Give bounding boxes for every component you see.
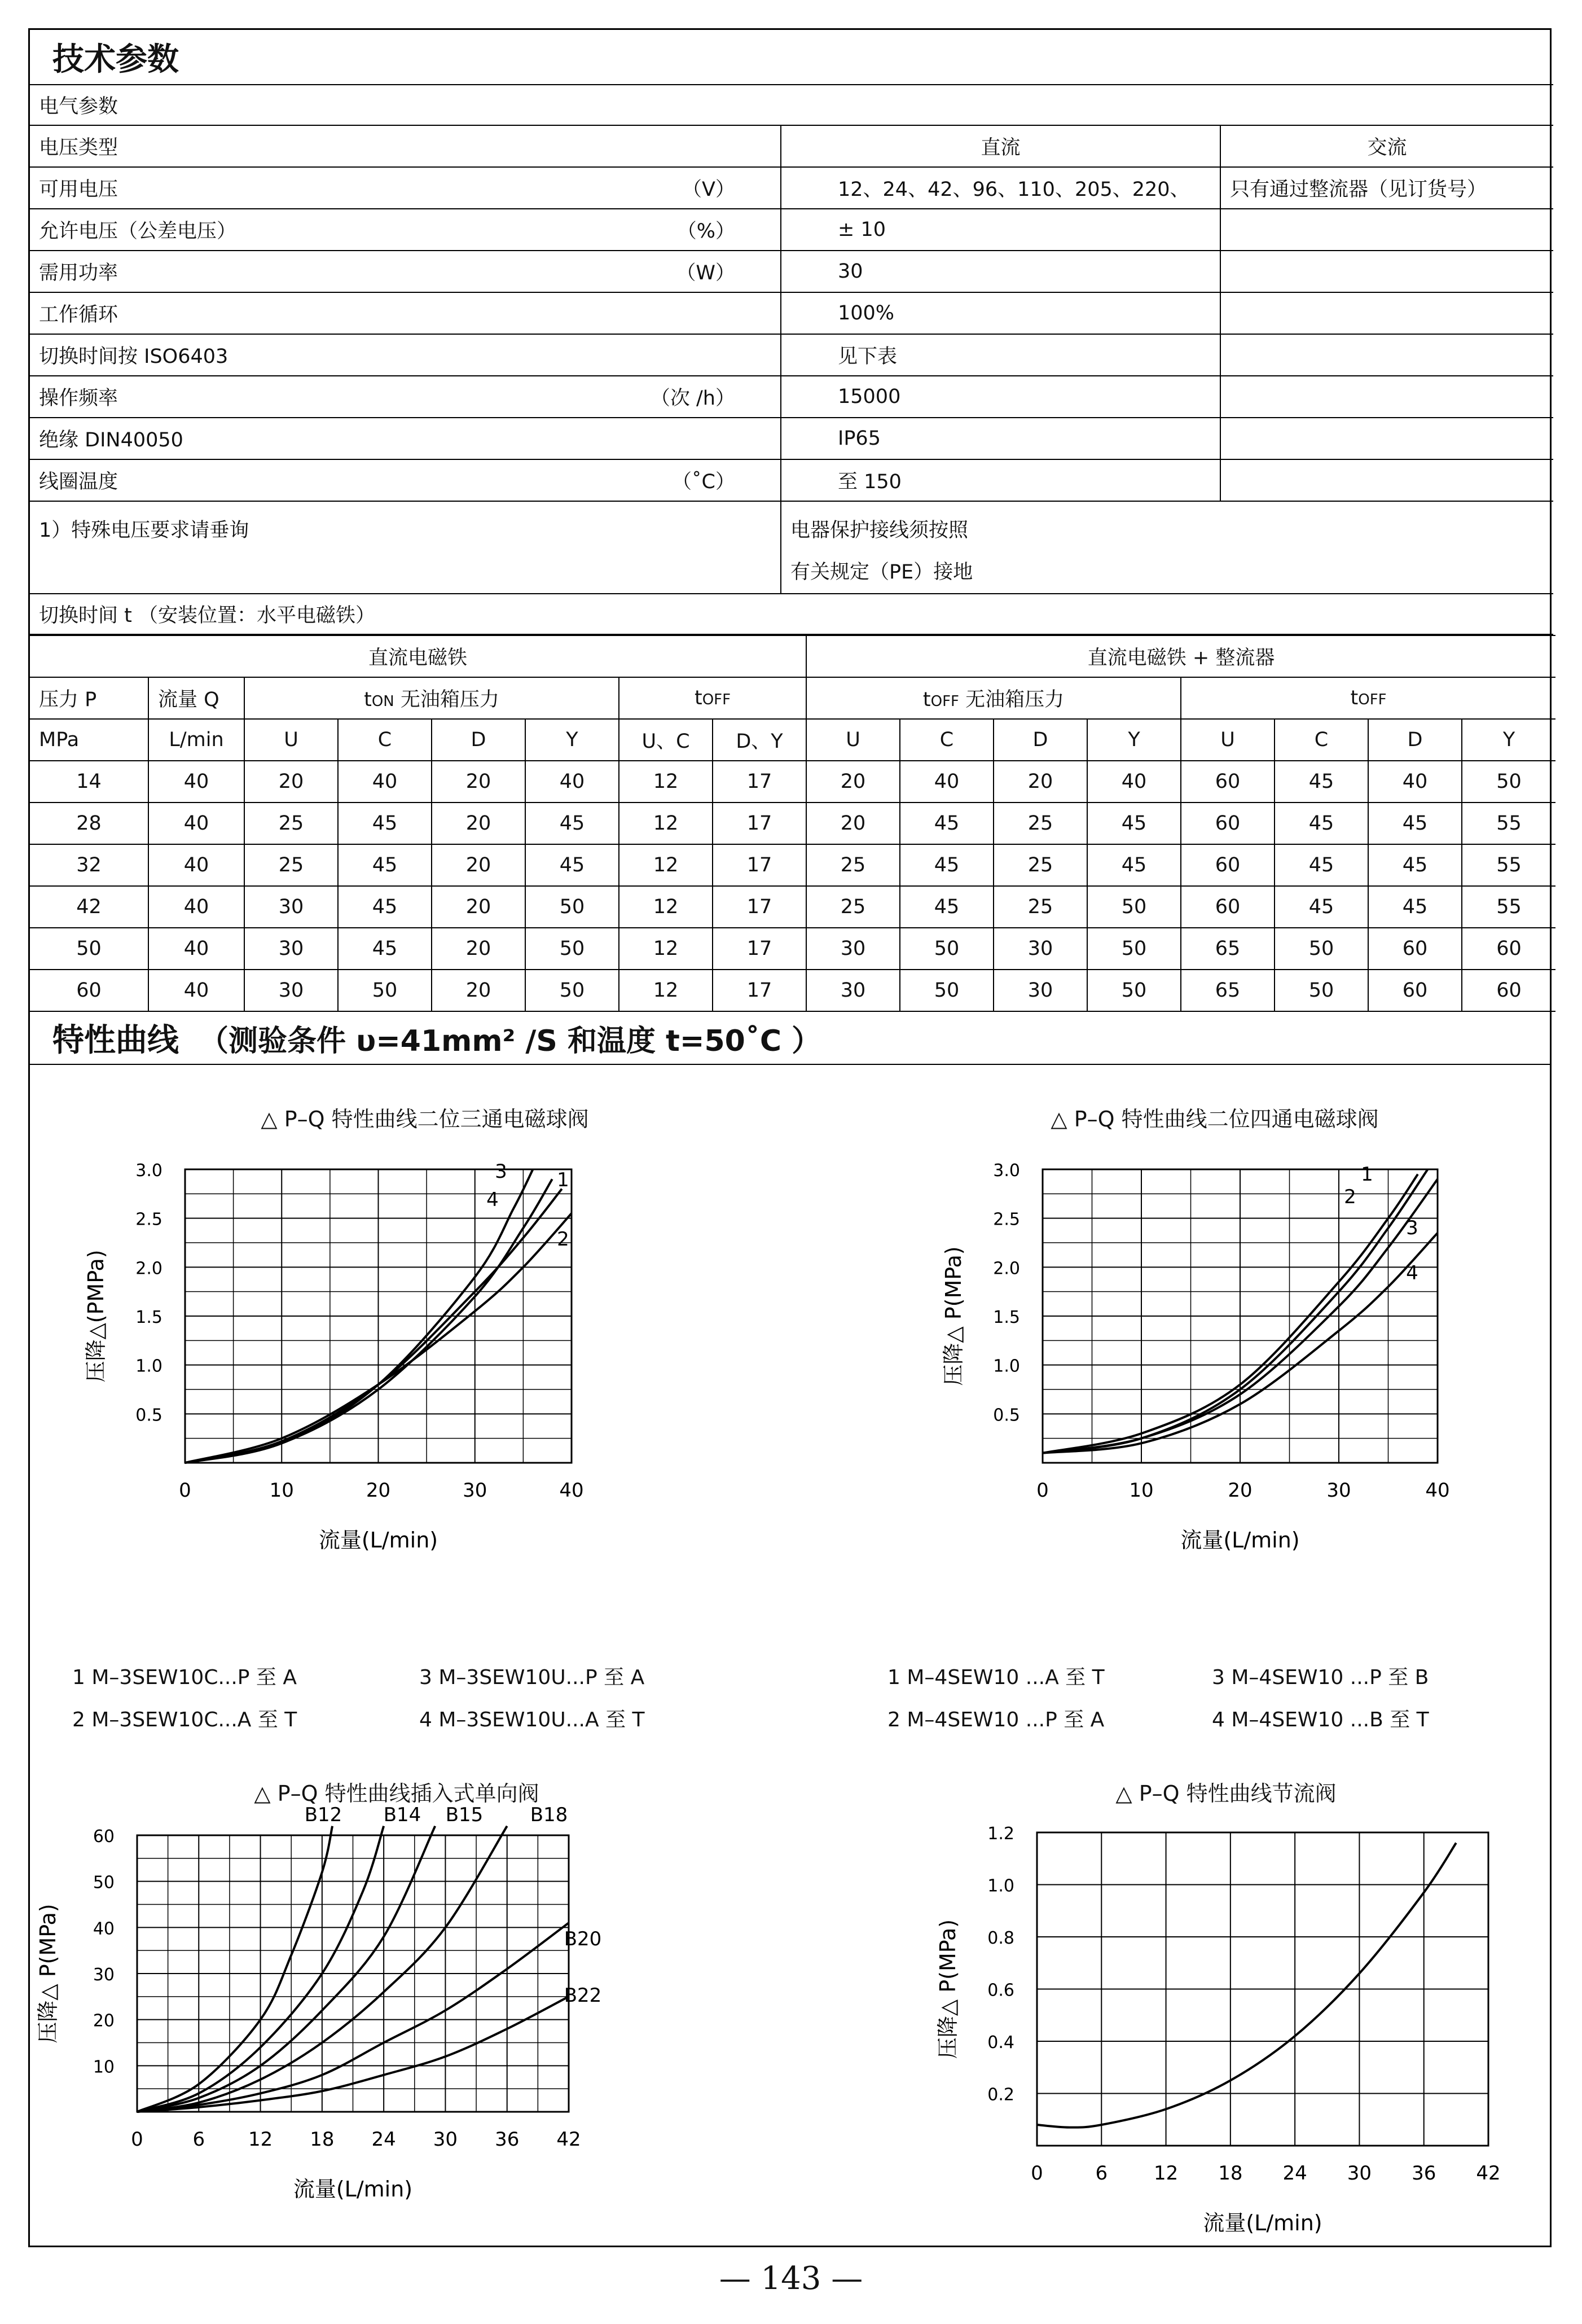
chart-3-y-tick-label: 30: [93, 1965, 115, 1985]
table-cell: 55: [1462, 886, 1555, 928]
table-cell: 20: [244, 761, 338, 803]
table-cell: 40: [1368, 761, 1462, 803]
table-cell: 17: [713, 886, 806, 928]
chart-3-series-label: B18: [530, 1804, 568, 1826]
table-cell: 65: [1181, 928, 1275, 970]
chart-1-x-tick-label: 0: [179, 1479, 191, 1502]
pressure-header: 压力 P: [30, 677, 148, 719]
table-cell: 40: [338, 761, 432, 803]
chart-2-series-line: [1043, 1169, 1428, 1453]
table-cell: 25: [244, 844, 338, 886]
chart-2-y-tick-label: 2.5: [993, 1209, 1020, 1230]
param-name: 需用功率: [39, 262, 118, 284]
chart-3-x-tick-label: 24: [371, 2128, 396, 2151]
column-label: Y: [1462, 719, 1555, 761]
electrical-spec-table: [30, 30, 1553, 635]
table-cell: 14: [30, 761, 148, 803]
table-row: [30, 886, 1555, 928]
chart-1-series-label: 2: [557, 1228, 569, 1251]
chart-4-series-line: [1037, 1843, 1456, 2128]
param-unit: （%）: [676, 220, 735, 243]
table-cell: 30: [806, 970, 900, 1011]
table-cell: 20: [432, 761, 525, 803]
table-cell: 12: [619, 970, 713, 1011]
switching-section-label: 切换时间 t （安装位置：水平电磁铁）: [30, 594, 1553, 634]
chart-4-x-axis-label: 流量(L/min): [1203, 2211, 1322, 2235]
table-cell: 25: [994, 886, 1087, 928]
chart-3-x-tick-label: 18: [310, 2128, 335, 2151]
table-cell: 25: [994, 803, 1087, 844]
chart-4-y-tick-label: 0.8: [987, 1928, 1014, 1948]
curves-title: 特性曲线: [52, 1022, 179, 1059]
table-cell: 50: [525, 886, 619, 928]
table-cell: 55: [1462, 844, 1555, 886]
table-cell: 40: [900, 761, 994, 803]
chart-3-y-axis-label: 压降△ P(MPa): [36, 1904, 60, 2044]
electrical-row: [30, 459, 1553, 501]
table-row: [30, 928, 1555, 970]
param-name-cell: [30, 418, 781, 459]
toff-header-3: tOFF: [1181, 677, 1555, 719]
table-cell: 30: [994, 928, 1087, 970]
chart-3-y-tick-label: 50: [93, 1873, 115, 1893]
param-name-cell: [30, 376, 781, 418]
param-name: 线圈温度: [39, 471, 118, 493]
table-cell: 50: [900, 928, 994, 970]
table-cell: 50: [1275, 928, 1368, 970]
table-row: [30, 844, 1555, 886]
column-label: U、C: [619, 719, 713, 761]
electrical-section-label: 电气参数: [30, 85, 1553, 125]
table-cell: 30: [806, 928, 900, 970]
table-cell: 60: [1181, 886, 1275, 928]
table-cell: 12: [619, 928, 713, 970]
column-label: D: [994, 719, 1087, 761]
table-cell: 45: [338, 844, 432, 886]
chart-1-y-axis-label: 压降△(PMPa): [84, 1249, 108, 1383]
chart-4-y-tick-label: 1.0: [987, 1876, 1014, 1896]
param-name: 绝缘 DIN40050: [39, 429, 183, 451]
table-cell: 30: [244, 928, 338, 970]
chart-4-x-tick-label: 36: [1412, 2162, 1436, 2185]
table-cell: 60: [1181, 761, 1275, 803]
table-cell: 45: [1368, 886, 1462, 928]
table-cell: 50: [30, 928, 148, 970]
table-cell: 40: [148, 886, 244, 928]
chart-2-x-tick-label: 30: [1326, 1479, 1351, 1502]
table-cell: 17: [713, 844, 806, 886]
charts-area: [30, 1065, 1550, 2256]
dc-rectifier-group: 直流电磁铁 + 整流器: [806, 635, 1555, 677]
table-cell: 25: [806, 886, 900, 928]
dc-value: 15000: [781, 376, 1220, 418]
chart-3-y-tick-label: 40: [93, 1919, 115, 1939]
column-label: C: [1275, 719, 1368, 761]
table-cell: 45: [1087, 844, 1181, 886]
table-cell: 45: [1275, 886, 1368, 928]
electrical-row: [30, 376, 1553, 418]
table-cell: 60: [1181, 844, 1275, 886]
table-cell: 45: [900, 803, 994, 844]
table-cell: 60: [30, 970, 148, 1011]
column-label: Y: [1087, 719, 1181, 761]
table-row: [30, 761, 1555, 803]
chart-4-y-tick-label: 0.4: [987, 2033, 1014, 2053]
legend-2-item-2: 2 M–4SEW10 ...P 至 A: [887, 1708, 1105, 1731]
table-cell: 12: [619, 886, 713, 928]
param-name: 允许电压（公差电压）: [39, 220, 237, 243]
table-cell: 60: [1462, 928, 1555, 970]
table-cell: 40: [148, 928, 244, 970]
grounding-note-line-2: 有关规定（PE）接地: [790, 561, 973, 584]
chart-4-title: △ P–Q 特性曲线节流阀: [1115, 1781, 1337, 1806]
param-unit: （V）: [682, 178, 735, 201]
chart-1-series-line: [185, 1179, 552, 1463]
table-cell: 20: [432, 803, 525, 844]
chart-1-y-tick-label: 1.5: [135, 1308, 162, 1327]
table-cell: 40: [148, 970, 244, 1011]
table-cell: 17: [713, 928, 806, 970]
table-cell: 30: [994, 970, 1087, 1011]
chart-2-series-label: 2: [1344, 1186, 1356, 1208]
chart-1-y-tick-label: 3.0: [135, 1161, 162, 1181]
curves-header: [30, 1012, 1550, 1065]
table-cell: 30: [244, 886, 338, 928]
legend-2-item-4: 4 M–4SEW10 ...B 至 T: [1212, 1708, 1429, 1731]
chart-1-series-label: 3: [495, 1160, 507, 1183]
table-cell: 45: [338, 803, 432, 844]
pressure-unit: MPa: [30, 719, 148, 761]
table-cell: 20: [432, 970, 525, 1011]
chart-4-x-tick-label: 18: [1218, 2162, 1243, 2185]
column-label: C: [900, 719, 994, 761]
chart-4-y-tick-label: 1.2: [987, 1824, 1014, 1844]
chart-1-x-tick-label: 40: [559, 1479, 584, 1502]
table-cell: 45: [1275, 761, 1368, 803]
legend-1-item-2: 2 M–3SEW10C...A 至 T: [72, 1708, 297, 1731]
table-cell: 17: [713, 970, 806, 1011]
ac-value: [1220, 292, 1553, 334]
table-cell: 50: [525, 928, 619, 970]
table-cell: 12: [619, 844, 713, 886]
table-cell: 17: [713, 803, 806, 844]
toff-header-2: tOFF 无油箱压力: [806, 677, 1181, 719]
chart-1-y-tick-label: 0.5: [135, 1405, 162, 1426]
chart-3-x-tick-label: 42: [556, 2128, 581, 2151]
grounding-note-line-1: 电器保护接线须按照: [790, 519, 969, 542]
table-cell: 45: [525, 844, 619, 886]
chart-3-x-tick-label: 6: [192, 2128, 205, 2151]
table-cell: 45: [338, 886, 432, 928]
dc-header: 直流: [781, 125, 1220, 167]
test-condition: （测验条件 υ=41mm² /S 和温度 t=50˚C ）: [199, 1024, 821, 1058]
table-cell: 50: [900, 970, 994, 1011]
table-cell: 55: [1462, 803, 1555, 844]
param-name: 工作循环: [39, 304, 118, 326]
table-cell: 32: [30, 844, 148, 886]
chart-3-x-tick-label: 30: [433, 2128, 458, 2151]
table-cell: 42: [30, 886, 148, 928]
table-cell: 50: [1275, 970, 1368, 1011]
page-title: 技术参数: [30, 30, 1553, 85]
chart-4-x-tick-label: 12: [1153, 2162, 1179, 2185]
chart-4-x-tick-label: 42: [1476, 2162, 1501, 2185]
table-cell: 45: [1368, 844, 1462, 886]
column-label: D: [432, 719, 525, 761]
charts-svg: [30, 1065, 1550, 2256]
legend-2-item-3: 3 M–4SEW10 ...P 至 B: [1212, 1666, 1429, 1689]
toff-header-1: tOFF: [619, 677, 806, 719]
table-cell: 20: [994, 761, 1087, 803]
voltage-type-header: 电压类型: [30, 125, 781, 167]
ac-value: 只有通过整流器（见订货号）: [1220, 167, 1553, 209]
table-cell: 20: [432, 928, 525, 970]
dc-value: 见下表: [781, 334, 1220, 376]
table-cell: 60: [1368, 970, 1462, 1011]
chart-1-series-label: 4: [486, 1189, 499, 1211]
table-cell: 50: [1087, 928, 1181, 970]
chart-1-y-tick-label: 1.0: [135, 1356, 162, 1376]
chart-2-series-line: [1043, 1174, 1418, 1453]
table-cell: 50: [1087, 970, 1181, 1011]
table-cell: 17: [713, 761, 806, 803]
ac-value: [1220, 334, 1553, 376]
legend-1-item-3: 3 M–3SEW10U...P 至 A: [419, 1666, 645, 1689]
table-cell: 25: [994, 844, 1087, 886]
chart-3-x-tick-label: 0: [131, 2128, 143, 2151]
chart-4-y-tick-label: 0.6: [987, 1980, 1014, 2001]
legend-1-item-1: 1 M–3SEW10C...P 至 A: [72, 1666, 297, 1689]
table-cell: 20: [432, 844, 525, 886]
chart-2-x-tick-label: 20: [1228, 1479, 1253, 1502]
chart-2-y-tick-label: 1.5: [993, 1308, 1020, 1327]
param-name-cell: [30, 334, 781, 376]
table-cell: 45: [900, 844, 994, 886]
column-label: U: [806, 719, 900, 761]
chart-2-title: △ P–Q 特性曲线二位四通电磁球阀: [1051, 1107, 1379, 1132]
chart-3-series-label: B12: [304, 1804, 342, 1826]
chart-1-title: △ P–Q 特性曲线二位三通电磁球阀: [261, 1107, 589, 1132]
param-name-cell: [30, 251, 781, 292]
table-cell: 12: [619, 761, 713, 803]
electrical-row: [30, 167, 1553, 209]
dc-solenoid-group: 直流电磁铁: [30, 635, 806, 677]
chart-1-x-tick-label: 30: [463, 1479, 487, 1502]
table-cell: 40: [525, 761, 619, 803]
dc-value: 30: [781, 251, 1220, 292]
table-cell: 65: [1181, 970, 1275, 1011]
column-label: C: [338, 719, 432, 761]
table-cell: 45: [1275, 844, 1368, 886]
chart-4-y-axis-label: 压降△ P(MPa): [935, 1919, 960, 2059]
chart-2-series-label: 4: [1406, 1262, 1418, 1284]
electrical-row: [30, 292, 1553, 334]
page-number: — 143 —: [719, 2260, 863, 2297]
switching-time-table: [30, 635, 1555, 1012]
chart-2-x-axis-label: 流量(L/min): [1180, 1528, 1300, 1553]
flow-header: 流量 Q: [148, 677, 244, 719]
param-name: 操作频率: [39, 387, 118, 410]
table-cell: 40: [148, 761, 244, 803]
chart-2-y-axis-label: 压降△ P(MPa): [941, 1246, 966, 1386]
legend-1-item-4: 4 M–3SEW10U...A 至 T: [419, 1708, 645, 1731]
electrical-row: [30, 418, 1553, 459]
chart-1-x-axis-label: 流量(L/min): [318, 1528, 438, 1553]
column-label: Y: [525, 719, 619, 761]
electrical-row: [30, 209, 1553, 251]
table-cell: 30: [244, 970, 338, 1011]
chart-2-x-tick-label: 0: [1036, 1479, 1049, 1502]
chart-4-y-tick-label: 0.2: [987, 2085, 1014, 2105]
table-cell: 40: [148, 844, 244, 886]
chart-3-series-label: B14: [383, 1804, 421, 1826]
table-cell: 50: [525, 970, 619, 1011]
chart-2-y-tick-label: 1.0: [993, 1356, 1020, 1376]
special-voltage-note: 1）特殊电压要求请垂询: [30, 501, 781, 594]
chart-4-x-tick-label: 30: [1347, 2162, 1372, 2185]
table-cell: 40: [148, 803, 244, 844]
chart-1-x-tick-label: 10: [269, 1479, 294, 1502]
chart-2-y-tick-label: 3.0: [993, 1161, 1020, 1181]
chart-1-x-tick-label: 20: [366, 1479, 391, 1502]
ac-value: [1220, 209, 1553, 251]
chart-1-series-line: [185, 1189, 562, 1463]
column-label: D: [1368, 719, 1462, 761]
chart-2-series-label: 3: [1406, 1217, 1418, 1239]
dc-value: 12、24、42、96、110、205、220、: [781, 167, 1220, 209]
table-cell: 20: [806, 803, 900, 844]
table-cell: 20: [806, 761, 900, 803]
dc-value: 100%: [781, 292, 1220, 334]
chart-3-y-tick-label: 10: [93, 2057, 115, 2077]
param-unit: （次 /h）: [650, 387, 735, 410]
param-name-cell: [30, 459, 781, 501]
dc-value: ± 10: [781, 209, 1220, 251]
chart-3-series-label: B22: [564, 1984, 602, 2007]
table-cell: 60: [1462, 970, 1555, 1011]
param-name-cell: [30, 292, 781, 334]
table-row: [30, 970, 1555, 1011]
ton-header: tON 无油箱压力: [244, 677, 619, 719]
electrical-row: [30, 251, 1553, 292]
grounding-note: [781, 501, 1553, 594]
dc-value: IP65: [781, 418, 1220, 459]
chart-2-x-tick-label: 40: [1425, 1479, 1450, 1502]
chart-2-y-tick-label: 0.5: [993, 1405, 1020, 1426]
ac-value: [1220, 251, 1553, 292]
table-cell: 25: [806, 844, 900, 886]
table-cell: 45: [1275, 803, 1368, 844]
column-label: U: [1181, 719, 1275, 761]
chart-3-series-label: B20: [564, 1928, 602, 1950]
chart-3-y-tick-label: 20: [93, 2011, 115, 2031]
table-cell: 25: [244, 803, 338, 844]
table-cell: 50: [1087, 886, 1181, 928]
chart-1-y-tick-label: 2.5: [135, 1209, 162, 1230]
ac-value: [1220, 459, 1553, 501]
column-label: D、Y: [713, 719, 806, 761]
table-cell: 50: [1462, 761, 1555, 803]
table-row: [30, 803, 1555, 844]
table-cell: 28: [30, 803, 148, 844]
ac-value: [1220, 376, 1553, 418]
ac-value: [1220, 418, 1553, 459]
chart-3-x-axis-label: 流量(L/min): [293, 2177, 413, 2202]
chart-1-series-label: 1: [557, 1169, 569, 1191]
table-cell: 45: [1087, 803, 1181, 844]
chart-2-series-label: 1: [1361, 1163, 1373, 1186]
chart-3-y-tick-label: 60: [93, 1827, 115, 1847]
ac-header: 交流: [1220, 125, 1553, 167]
table-cell: 45: [525, 803, 619, 844]
chart-3-x-tick-label: 36: [495, 2128, 520, 2151]
table-cell: 20: [432, 886, 525, 928]
table-cell: 45: [338, 928, 432, 970]
chart-3-series-label: B15: [445, 1804, 484, 1826]
table-cell: 60: [1368, 928, 1462, 970]
chart-4-x-tick-label: 0: [1031, 2162, 1043, 2185]
table-cell: 45: [1368, 803, 1462, 844]
param-unit: （˚C）: [672, 471, 735, 493]
table-cell: 12: [619, 803, 713, 844]
spec-page: [28, 28, 1552, 2247]
legend-2-item-1: 1 M–4SEW10 ...A 至 T: [887, 1666, 1105, 1689]
electrical-row: [30, 334, 1553, 376]
chart-2-y-tick-label: 2.0: [993, 1259, 1020, 1279]
table-cell: 60: [1181, 803, 1275, 844]
param-name: 可用电压: [39, 178, 118, 201]
table-cell: 40: [1087, 761, 1181, 803]
column-label: U: [244, 719, 338, 761]
chart-2-x-tick-label: 10: [1129, 1479, 1154, 1502]
chart-1-y-tick-label: 2.0: [135, 1259, 162, 1279]
param-name-cell: [30, 167, 781, 209]
table-cell: 45: [900, 886, 994, 928]
chart-3-x-tick-label: 12: [248, 2128, 273, 2151]
chart-4-x-tick-label: 6: [1095, 2162, 1108, 2185]
chart-3-title: △ P–Q 特性曲线插入式单向阀: [254, 1781, 539, 1806]
param-name-cell: [30, 209, 781, 251]
param-name: 切换时间按 ISO6403: [39, 345, 228, 368]
flow-unit: L/min: [148, 719, 244, 761]
param-unit: （W）: [676, 262, 735, 284]
dc-value: 至 150: [781, 459, 1220, 501]
table-cell: 50: [338, 970, 432, 1011]
chart-4-x-tick-label: 24: [1282, 2162, 1307, 2185]
